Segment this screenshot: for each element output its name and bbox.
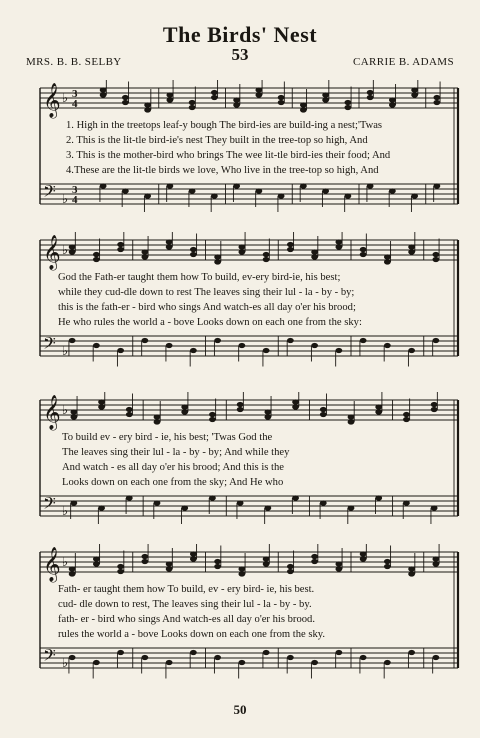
note-head bbox=[311, 660, 318, 665]
note-head bbox=[320, 407, 327, 412]
note-head bbox=[287, 569, 294, 574]
note-head bbox=[144, 102, 151, 107]
note-head bbox=[320, 412, 327, 417]
note-head bbox=[238, 249, 245, 254]
note-head bbox=[93, 257, 100, 262]
note-head bbox=[100, 87, 107, 92]
hymn-number: 53 bbox=[231, 45, 249, 64]
lyric-line: Fath- er taught them how To build, ev - ery bird- ie, his best. bbox=[58, 584, 315, 595]
lyric-line: Looks down on each one from the sky; And He who bbox=[62, 477, 284, 488]
note-head bbox=[367, 95, 374, 100]
note-head bbox=[411, 193, 418, 198]
note-head bbox=[375, 404, 382, 409]
note-head bbox=[264, 409, 271, 414]
lyric-line: this is the fath-er - bird who sings And watch-es all day o'er his brood; bbox=[58, 302, 356, 313]
treble-clef-icon: 𝄞 bbox=[43, 395, 61, 430]
note-head bbox=[238, 660, 245, 665]
note-head bbox=[214, 338, 221, 343]
note-head bbox=[144, 193, 151, 198]
note-head bbox=[384, 259, 391, 264]
note-head bbox=[335, 244, 342, 249]
note-head bbox=[122, 188, 129, 193]
lyric-line: 4.These are the lit-tle birds we love, Who live in the tree-top so high, And bbox=[66, 165, 379, 176]
note-head bbox=[117, 650, 124, 655]
note-head bbox=[292, 399, 299, 404]
lyric-line: God the Fath-er taught them how To build, ev-ery bird-ie, his best; bbox=[58, 272, 341, 283]
lyric-line: while they cud-dle down to rest The leaves sing their lul - la - by - by; bbox=[58, 287, 355, 298]
note-head bbox=[389, 97, 396, 102]
note-head bbox=[190, 252, 197, 257]
note-head bbox=[335, 348, 342, 353]
note-head bbox=[69, 566, 76, 571]
note-head bbox=[70, 409, 77, 414]
bass-clef-icon: 𝄢 bbox=[43, 181, 56, 205]
note-head bbox=[237, 402, 244, 407]
note-head bbox=[190, 650, 197, 655]
bass-clef-icon: 𝄢 bbox=[43, 645, 56, 669]
note-head bbox=[411, 87, 418, 92]
music-system-4 bbox=[0, 544, 480, 714]
note-head bbox=[263, 252, 270, 257]
note-head bbox=[432, 252, 439, 257]
note-head bbox=[287, 564, 294, 569]
lyric-line: And watch - es all day o'er his brood; And this is the bbox=[62, 462, 284, 473]
note-head bbox=[432, 556, 439, 561]
music-system-2 bbox=[0, 232, 480, 402]
note-head bbox=[322, 92, 329, 97]
lyric-line: 3. This is the mother-bird who brings The wee lit-tle bird-ies their food; And bbox=[66, 150, 391, 161]
note-head bbox=[211, 95, 218, 100]
note-head bbox=[141, 249, 148, 254]
note-head bbox=[408, 571, 415, 576]
note-head bbox=[237, 407, 244, 412]
note-head bbox=[311, 559, 318, 564]
note-head bbox=[344, 100, 351, 105]
note-head bbox=[238, 566, 245, 571]
note-head bbox=[70, 414, 77, 419]
note-head bbox=[209, 417, 216, 422]
lyric-line: cud- dle down to rest, The leaves sing their lul - la - by - by. bbox=[58, 599, 312, 610]
note-head bbox=[335, 561, 342, 566]
note-head bbox=[233, 183, 240, 188]
note-head bbox=[322, 97, 329, 102]
note-head bbox=[344, 193, 351, 198]
note-head bbox=[209, 412, 216, 417]
note-head bbox=[263, 561, 270, 566]
note-head bbox=[100, 92, 107, 97]
note-head bbox=[408, 566, 415, 571]
bass-clef-icon: 𝄢 bbox=[43, 493, 56, 517]
note-head bbox=[69, 249, 76, 254]
note-head bbox=[311, 343, 318, 348]
lyric-line: 1. High in the treetops leaf-y bough The bird-ies are build-ing a nest;'Twas bbox=[66, 120, 383, 131]
note-head bbox=[93, 561, 100, 566]
note-head bbox=[189, 100, 196, 105]
note-head bbox=[384, 559, 391, 564]
note-head bbox=[278, 193, 285, 198]
time-signature: 3 bbox=[72, 184, 78, 196]
note-head bbox=[141, 338, 148, 343]
note-head bbox=[166, 97, 173, 102]
note-head bbox=[389, 188, 396, 193]
note-head bbox=[117, 242, 124, 247]
note-head bbox=[166, 561, 173, 566]
note-head bbox=[431, 402, 438, 407]
note-head bbox=[348, 505, 355, 510]
time-signature: 3 bbox=[72, 88, 78, 100]
note-head bbox=[384, 343, 391, 348]
note-head bbox=[263, 650, 270, 655]
note-head bbox=[335, 650, 342, 655]
note-head bbox=[141, 559, 148, 564]
note-head bbox=[122, 100, 129, 105]
note-head bbox=[214, 564, 221, 569]
note-head bbox=[100, 183, 107, 188]
note-head bbox=[432, 257, 439, 262]
note-head bbox=[117, 348, 124, 353]
lyric-line: To build ev - ery bird - ie, his best; 'Twas God the bbox=[62, 432, 273, 443]
page-number: 50 bbox=[233, 702, 247, 717]
note-head bbox=[287, 242, 294, 247]
note-head bbox=[432, 561, 439, 566]
note-head bbox=[190, 556, 197, 561]
note-head bbox=[431, 505, 438, 510]
note-head bbox=[69, 571, 76, 576]
note-head bbox=[190, 247, 197, 252]
note-head bbox=[93, 252, 100, 257]
note-head bbox=[408, 650, 415, 655]
time-signature: 4 bbox=[72, 194, 78, 206]
note-head bbox=[166, 183, 173, 188]
note-head bbox=[117, 564, 124, 569]
hymn-title: The Birds' Nest bbox=[162, 22, 318, 47]
note-head bbox=[360, 338, 367, 343]
note-head bbox=[126, 407, 133, 412]
note-head bbox=[408, 244, 415, 249]
note-head bbox=[190, 551, 197, 556]
note-head bbox=[181, 505, 188, 510]
note-head bbox=[117, 569, 124, 574]
note-head bbox=[287, 247, 294, 252]
note-head bbox=[98, 399, 105, 404]
music-system-3 bbox=[0, 392, 480, 562]
note-head bbox=[98, 404, 105, 409]
note-head bbox=[360, 655, 367, 660]
music-system-1 bbox=[0, 80, 480, 250]
note-head bbox=[403, 412, 410, 417]
treble-clef-icon: 𝄞 bbox=[43, 547, 61, 582]
note-head bbox=[255, 87, 262, 92]
note-head bbox=[166, 244, 173, 249]
note-head bbox=[93, 343, 100, 348]
note-head bbox=[263, 556, 270, 561]
note-head bbox=[154, 419, 161, 424]
note-head bbox=[233, 97, 240, 102]
lyric-line: He who rules the world a - bove Looks down on each one from the sky: bbox=[58, 317, 362, 328]
note-head bbox=[181, 404, 188, 409]
flat-sign-icon: ♭ bbox=[62, 243, 69, 258]
bass-clef-icon: 𝄢 bbox=[43, 333, 56, 357]
note-head bbox=[311, 249, 318, 254]
words-credit: MRS. B. B. SELBY bbox=[26, 56, 122, 68]
note-head bbox=[278, 100, 285, 105]
lyric-line: fath- er - bird who sings And watch-es all day o'er his brood. bbox=[58, 614, 315, 625]
note-head bbox=[126, 412, 133, 417]
treble-clef-icon: 𝄞 bbox=[43, 235, 61, 270]
note-head bbox=[360, 247, 367, 252]
treble-clef-icon: 𝄞 bbox=[43, 83, 61, 118]
music-credit: CARRIE B. ADAMS bbox=[352, 56, 454, 68]
note-head bbox=[93, 556, 100, 561]
note-head bbox=[335, 566, 342, 571]
note-head bbox=[70, 500, 77, 505]
note-head bbox=[166, 343, 173, 348]
note-head bbox=[432, 338, 439, 343]
flat-sign-icon: ♭ bbox=[62, 192, 69, 207]
note-head bbox=[126, 495, 133, 500]
note-head bbox=[154, 414, 161, 419]
note-head bbox=[348, 419, 355, 424]
note-head bbox=[166, 239, 173, 244]
lyric-line: The leaves sing their lul - la - by - by; And while they bbox=[62, 447, 290, 458]
note-head bbox=[375, 409, 382, 414]
note-head bbox=[360, 551, 367, 556]
note-head bbox=[403, 417, 410, 422]
note-head bbox=[292, 495, 299, 500]
note-head bbox=[360, 556, 367, 561]
note-head bbox=[367, 183, 374, 188]
note-head bbox=[367, 90, 374, 95]
note-head bbox=[408, 348, 415, 353]
note-head bbox=[98, 505, 105, 510]
note-head bbox=[154, 500, 161, 505]
note-head bbox=[300, 102, 307, 107]
note-head bbox=[263, 348, 270, 353]
note-head bbox=[214, 259, 221, 264]
note-head bbox=[214, 655, 221, 660]
note-head bbox=[237, 500, 244, 505]
note-head bbox=[189, 188, 196, 193]
note-head bbox=[287, 655, 294, 660]
lyric-line: rules the world a - bove Looks down on each one from the sky. bbox=[58, 629, 326, 640]
note-head bbox=[190, 348, 197, 353]
note-head bbox=[432, 655, 439, 660]
note-head bbox=[278, 95, 285, 100]
note-head bbox=[255, 188, 262, 193]
note-head bbox=[69, 338, 76, 343]
note-head bbox=[311, 254, 318, 259]
note-head bbox=[344, 105, 351, 110]
note-head bbox=[264, 505, 271, 510]
note-head bbox=[384, 660, 391, 665]
note-head bbox=[292, 404, 299, 409]
note-head bbox=[122, 95, 129, 100]
note-head bbox=[375, 495, 382, 500]
note-head bbox=[214, 559, 221, 564]
note-head bbox=[411, 92, 418, 97]
note-head bbox=[322, 188, 329, 193]
note-head bbox=[141, 254, 148, 259]
note-head bbox=[320, 500, 327, 505]
note-head bbox=[389, 102, 396, 107]
note-head bbox=[433, 183, 440, 188]
flat-sign-icon: ♭ bbox=[62, 656, 69, 671]
note-head bbox=[348, 414, 355, 419]
note-head bbox=[311, 554, 318, 559]
flat-sign-icon: ♭ bbox=[62, 344, 69, 359]
note-head bbox=[403, 500, 410, 505]
note-head bbox=[141, 554, 148, 559]
lyric-line: 2. This is the lit-tle bird-ie's nest They built in the tree-top so high, And bbox=[66, 135, 368, 146]
note-head bbox=[166, 660, 173, 665]
note-head bbox=[431, 407, 438, 412]
note-head bbox=[93, 660, 100, 665]
note-head bbox=[233, 102, 240, 107]
note-head bbox=[69, 244, 76, 249]
note-head bbox=[117, 247, 124, 252]
note-head bbox=[408, 249, 415, 254]
note-head bbox=[384, 564, 391, 569]
note-head bbox=[255, 92, 262, 97]
note-head bbox=[166, 92, 173, 97]
note-head bbox=[181, 409, 188, 414]
time-signature: 4 bbox=[72, 98, 78, 110]
note-head bbox=[287, 338, 294, 343]
note-head bbox=[433, 95, 440, 100]
note-head bbox=[189, 105, 196, 110]
note-head bbox=[300, 107, 307, 112]
note-head bbox=[433, 100, 440, 105]
note-head bbox=[238, 343, 245, 348]
note-head bbox=[384, 254, 391, 259]
note-head bbox=[360, 252, 367, 257]
flat-sign-icon: ♭ bbox=[62, 91, 69, 106]
flat-sign-icon: ♭ bbox=[62, 403, 69, 418]
note-head bbox=[211, 90, 218, 95]
note-head bbox=[144, 107, 151, 112]
note-head bbox=[238, 571, 245, 576]
note-head bbox=[209, 495, 216, 500]
note-head bbox=[166, 566, 173, 571]
note-head bbox=[211, 193, 218, 198]
note-head bbox=[214, 254, 221, 259]
note-head bbox=[300, 183, 307, 188]
note-head bbox=[238, 244, 245, 249]
note-head bbox=[69, 655, 76, 660]
note-head bbox=[264, 414, 271, 419]
note-head bbox=[141, 655, 148, 660]
note-head bbox=[263, 257, 270, 262]
flat-sign-icon: ♭ bbox=[62, 504, 69, 519]
note-head bbox=[335, 239, 342, 244]
flat-sign-icon: ♭ bbox=[62, 555, 69, 570]
